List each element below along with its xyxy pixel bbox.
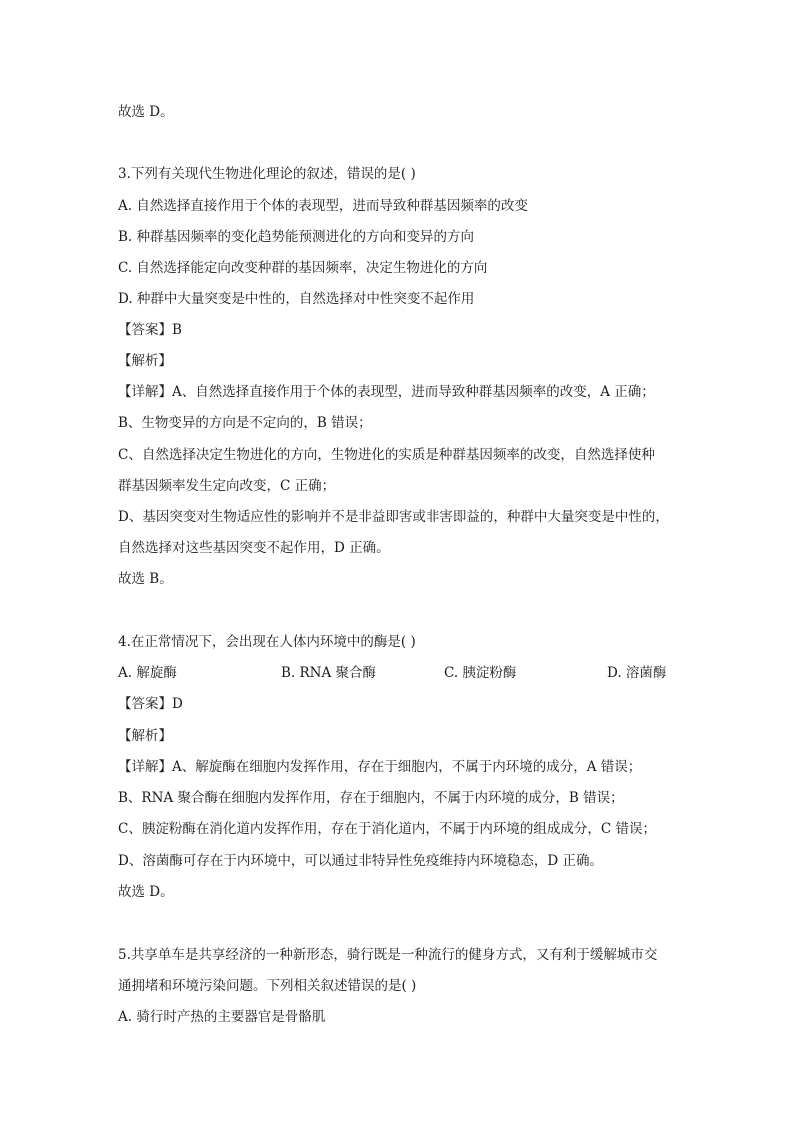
q5-option-a: A. 骑行时产热的主要器官是骨骼肌 bbox=[118, 1009, 326, 1025]
q4-stem: 4.在正常情况下，会出现在人体内环境中的酶是( ) bbox=[118, 634, 416, 650]
q4-answer: 【答案】D bbox=[118, 696, 183, 712]
q3-answer: 【答案】B bbox=[118, 322, 182, 338]
q3-detail-line: B、生物变异的方向是不定向的，B 错误； bbox=[118, 415, 372, 431]
q5-stem-line: 5.共享单车是共享经济的一种新形态，骑行既是一种流行的健身方式，又有利于缓解城市交 bbox=[118, 947, 658, 963]
q3-option-d: D. 种群中大量突变是中性的，自然选择对中性突变不起作用 bbox=[118, 291, 475, 307]
q3-detail-line: 【详解】A、自然选择直接作用于个体的表现型，进而导致种群基因频率的改变，A 正确； bbox=[118, 384, 655, 400]
q4-detail-line: C、胰淀粉酶在消化道内发挥作用，存在于消化道内，不属于内环境的组成成分，C 错误； bbox=[118, 821, 656, 837]
q4-analysis-label: 【解析】 bbox=[118, 728, 172, 744]
q3-detail-line: C、自然选择决定生物进化的方向，生物进化的实质是种群基因频率的改变，自然选择使种 bbox=[118, 447, 655, 463]
q4-option-a: A. 解旋酶 bbox=[118, 665, 177, 681]
q4-option-b: B. RNA 聚合酶 bbox=[281, 665, 377, 681]
q3-stem: 3.下列有关现代生物进化理论的叙述，错误的是( ) bbox=[118, 166, 416, 182]
q3-detail-line: 自然选择对这些基因突变不起作用，D 正确。 bbox=[118, 540, 390, 556]
q3-conclusion: 故选 B。 bbox=[118, 571, 173, 587]
q3-detail-line: D、基因突变对生物适应性的影响并不是非益即害或非害即益的，种群中大量突变是中性的， bbox=[118, 509, 669, 525]
q4-detail-line: D、溶菌酶可存在于内环境中，可以通过非特异性免疫维持内环境稳态，D 正确。 bbox=[118, 853, 603, 869]
q4-detail-line: 【详解】A、解旋酶在细胞内发挥作用，存在于细胞内，不属于内环境的成分，A 错误； bbox=[118, 759, 642, 775]
q3-detail-line: 群基因频率发生定向改变，C 正确； bbox=[118, 478, 336, 494]
q4-option-c: C. 胰淀粉酶 bbox=[444, 665, 517, 681]
q4-conclusion: 故选 D。 bbox=[118, 884, 174, 900]
q5-stem-line: 通拥堵和环境污染问题。下列相关叙述错误的是( ) bbox=[118, 978, 417, 994]
q3-analysis-label: 【解析】 bbox=[118, 353, 172, 369]
prev-conclusion: 故选 D。 bbox=[118, 104, 174, 120]
q3-option-c: C. 自然选择能定向改变种群的基因频率，决定生物进化的方向 bbox=[118, 260, 488, 276]
q4-option-d: D. 溶菌酶 bbox=[607, 665, 667, 681]
q4-detail-line: B、RNA 聚合酶在细胞内发挥作用，存在于细胞内，不属于内环境的成分，B 错误； bbox=[118, 790, 624, 806]
q3-option-a: A. 自然选择直接作用于个体的表现型，进而导致种群基因频率的改变 bbox=[118, 198, 528, 214]
q3-option-b: B. 种群基因频率的变化趋势能预测进化的方向和变异的方向 bbox=[118, 229, 475, 245]
